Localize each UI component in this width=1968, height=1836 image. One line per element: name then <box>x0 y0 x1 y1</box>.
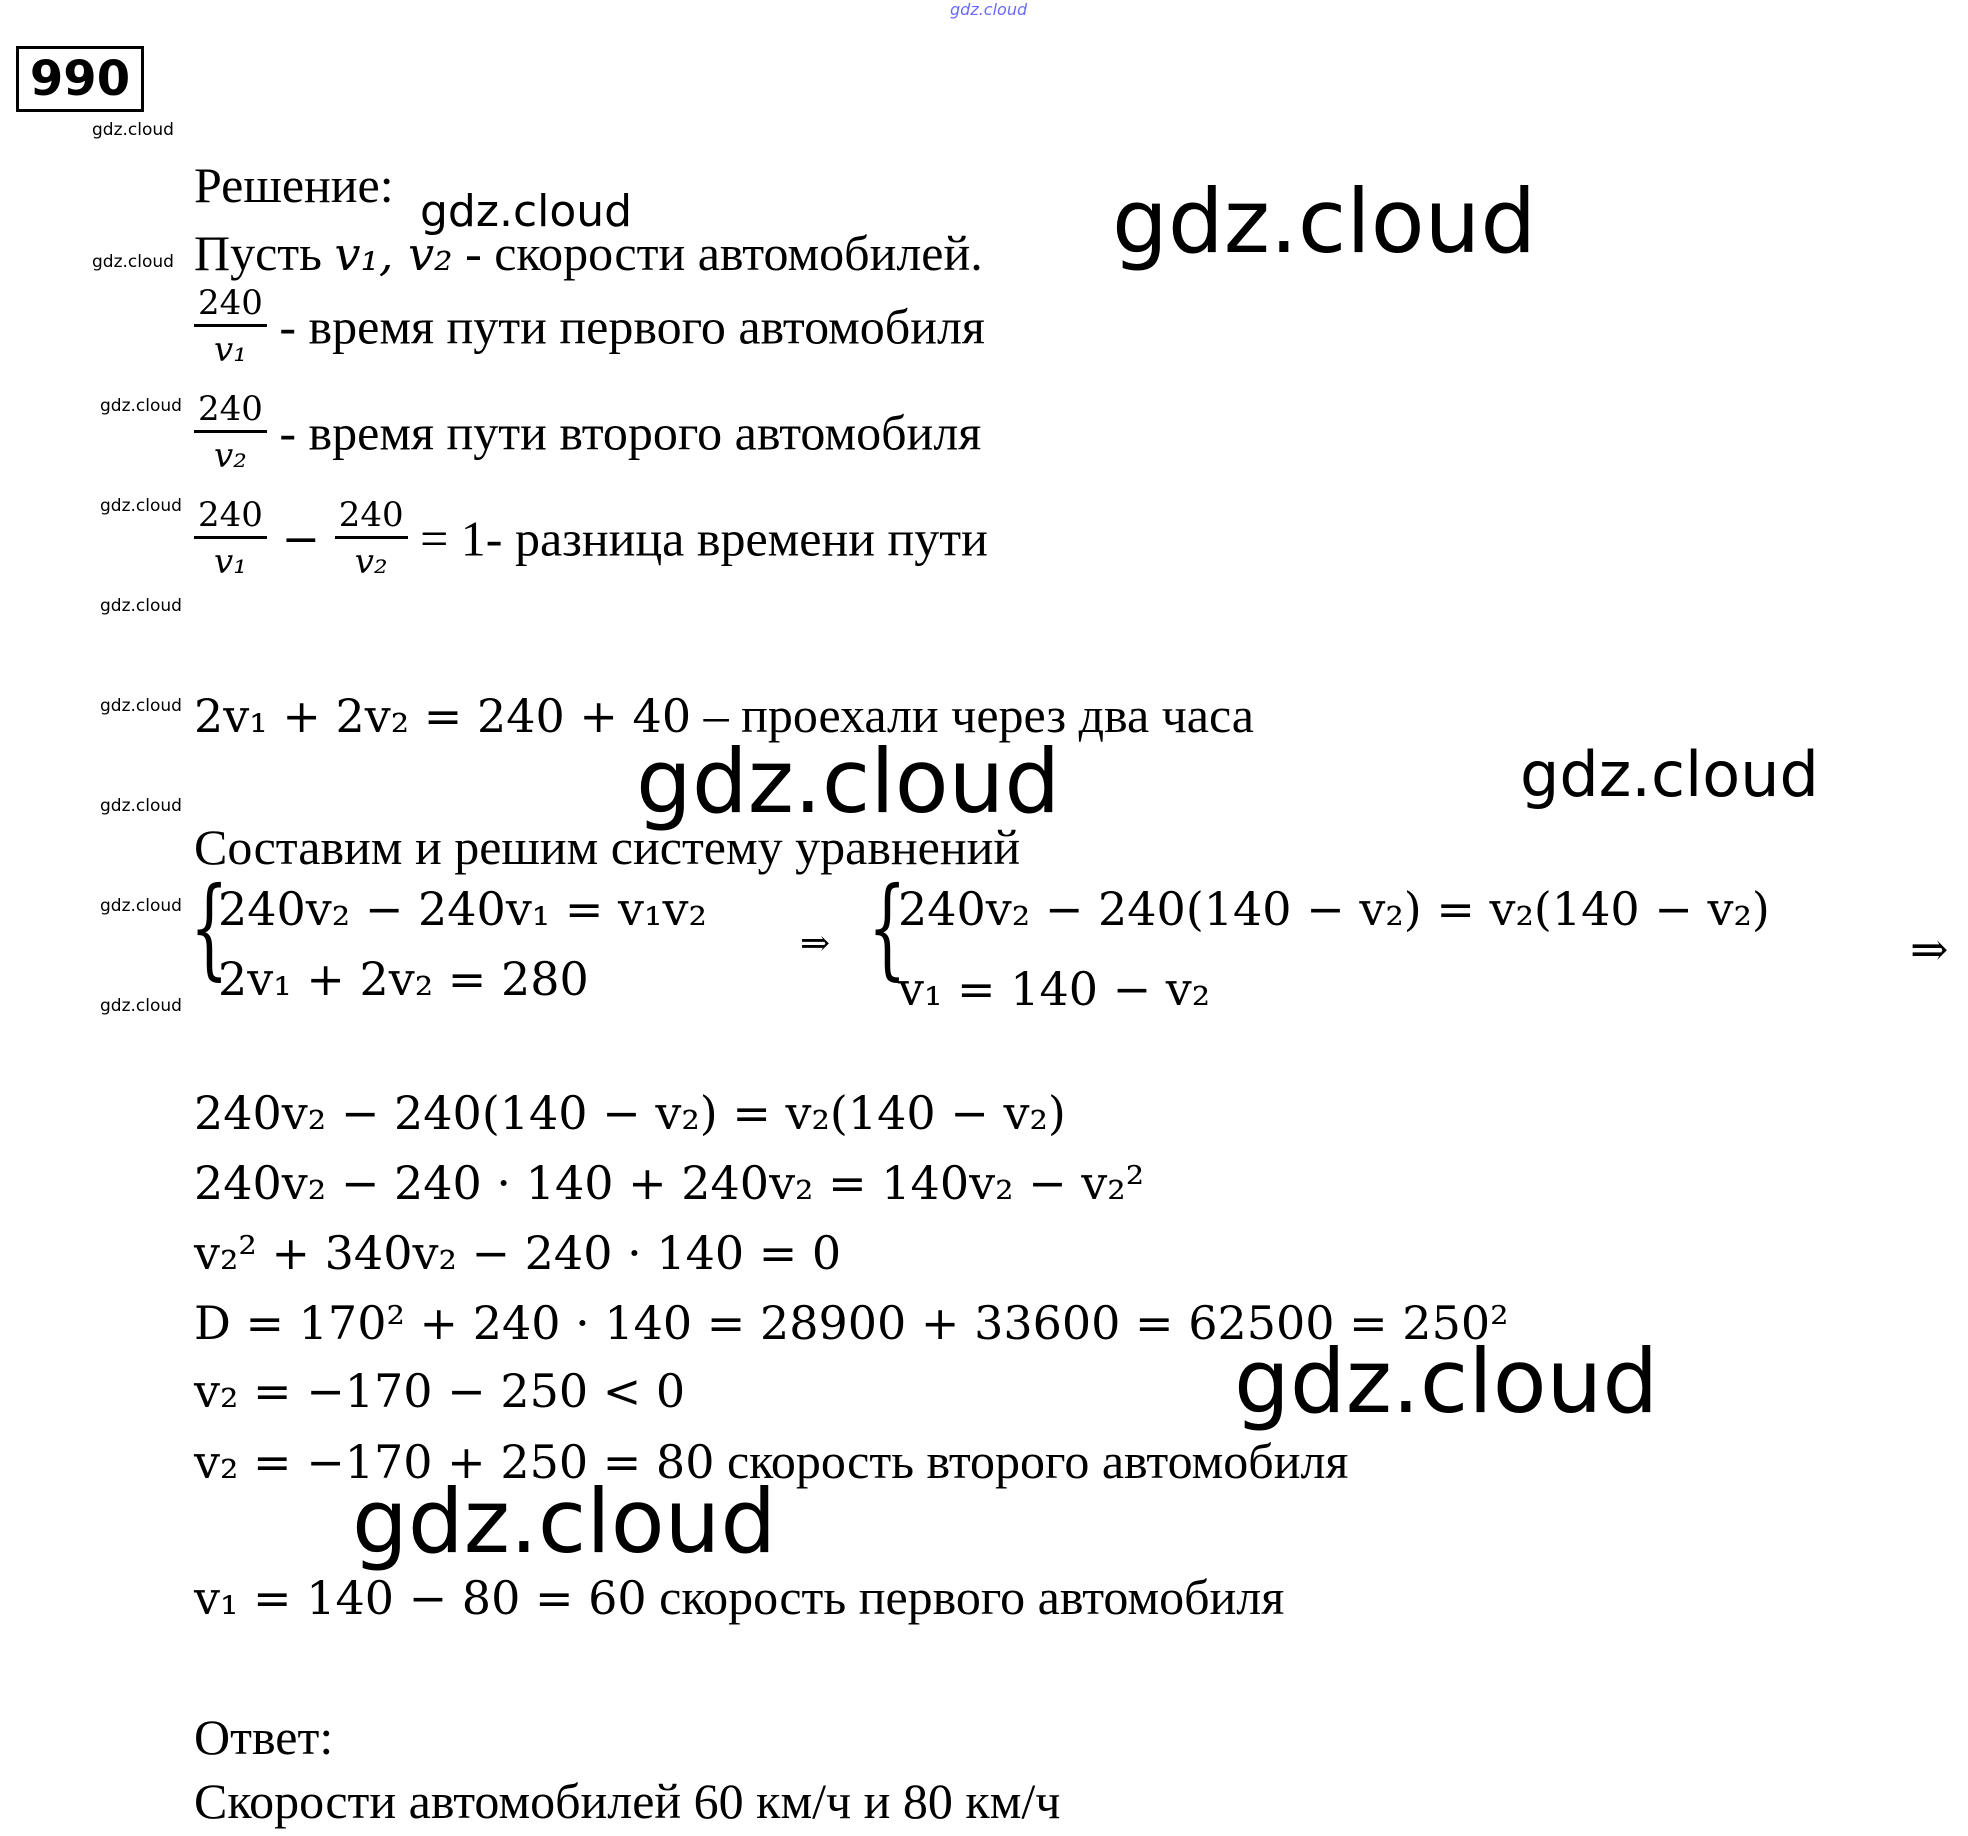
time-second-text: - время пути второго автомобиля <box>266 404 982 461</box>
system2-equation1: 240v₂ − 240(140 − v₂) = v₂(140 − v₂) <box>898 882 1770 936</box>
system2-equation2: v₁ = 140 − v₂ <box>898 962 1211 1016</box>
watermark-small: gdz.cloud <box>100 596 182 616</box>
watermark-small: gdz.cloud <box>100 696 182 716</box>
let-line <box>194 225 983 281</box>
fraction-240-v2: $\frac{240}{\text{v₂}}$ <box>335 498 408 579</box>
first-speed-equation: v₁ = 140 − 80 = 60 <box>194 1571 647 1625</box>
watermark-small: gdz.cloud <box>100 496 182 516</box>
system1-equation1: 240v₂ − 240v₁ = v₁v₂ <box>218 882 707 936</box>
watermark-large: gdz.cloud <box>1112 170 1537 273</box>
root-negative: v₂ = −170 − 250 < 0 <box>194 1364 686 1418</box>
first-speed-text: скорость первого автомобиля <box>646 1569 1285 1625</box>
watermark-small: gdz.cloud <box>100 796 182 816</box>
watermark-small: gdz.cloud <box>100 896 182 916</box>
implies-arrow: ⇒ <box>800 923 831 964</box>
system-brace: { <box>190 863 229 991</box>
watermark-top: gdz.cloud <box>950 0 1028 19</box>
first-speed-line <box>194 1569 1285 1625</box>
two-hours-text: – проехали через два часа <box>691 687 1254 743</box>
watermark-large: gdz.cloud <box>1234 1330 1659 1433</box>
two-hours-equation: 2v₁ + 2v₂ = 240 + 40 <box>194 689 692 743</box>
problem-number: 990 <box>16 46 144 112</box>
watermark-medium: gdz.cloud <box>420 186 633 237</box>
answer-heading: Ответ: <box>194 1709 334 1765</box>
let-suffix: - скорости автомобилей. <box>452 225 983 281</box>
let-vars: v₁, v₂ <box>334 227 453 281</box>
time-first-text: - время пути первого автомобиля <box>266 298 985 355</box>
difference-text: = 1- разница времени пути <box>407 510 988 567</box>
fraction-240-v2: $\frac{240}{\text{v₂}}$ <box>194 392 267 473</box>
discriminant: D = 170² + 240 · 140 = 28900 + 33600 = 62500 = 250² <box>194 1296 1509 1350</box>
watermark-small: gdz.cloud <box>92 252 174 272</box>
watermark-large: gdz.cloud <box>352 1470 777 1573</box>
watermark-small: gdz.cloud <box>100 996 182 1016</box>
time-second-line <box>194 389 982 476</box>
system-heading: Составим и решим систему уравнений <box>194 819 1021 875</box>
equation-step-1: 240v₂ − 240(140 − v₂) = v₂(140 − v₂) <box>194 1086 1066 1140</box>
equation-step-3: v₂² + 340v₂ − 240 · 140 = 0 <box>194 1226 842 1280</box>
let-prefix: Пусть <box>194 225 335 281</box>
system-brace: { <box>868 863 907 991</box>
root-positive: v₂ = −170 + 250 = 80 <box>194 1435 715 1489</box>
implies-arrow: ⇒ <box>1910 922 1949 976</box>
fraction-240-v1: $\frac{240}{\text{v₁}}$ <box>194 498 267 579</box>
answer-text: Скорости автомобилей 60 км/ч и 80 км/ч <box>194 1773 1061 1829</box>
watermark-medium: gdz.cloud <box>1520 738 1819 811</box>
root-positive-line <box>194 1433 1349 1489</box>
difference-line <box>194 495 988 582</box>
watermark-large: gdz.cloud <box>636 730 1061 833</box>
system1-equation2: 2v₁ + 2v₂ = 280 <box>218 952 589 1006</box>
solution-heading: Решение: <box>194 157 394 213</box>
root-positive-text: скорость второго автомобиля <box>714 1433 1349 1489</box>
equation-step-2: 240v₂ − 240 · 140 + 240v₂ = 140v₂ − v₂² <box>194 1156 1145 1210</box>
minus-sign: − <box>266 511 335 566</box>
fraction-240-v1: $\frac{240}{\text{v₁}}$ <box>194 286 267 367</box>
time-first-line <box>194 283 985 370</box>
watermark-small: gdz.cloud <box>92 120 174 140</box>
two-hours-line <box>194 687 1254 743</box>
watermark-small: gdz.cloud <box>100 396 182 416</box>
